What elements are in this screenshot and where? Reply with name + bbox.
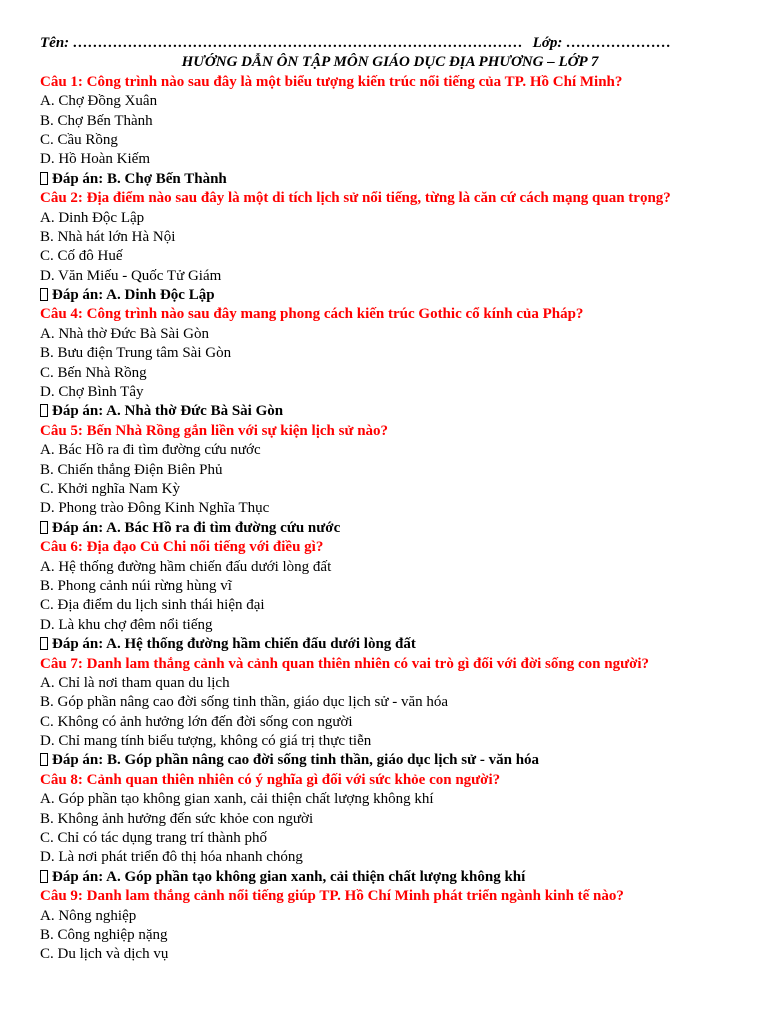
box-glyph-icon xyxy=(40,172,48,185)
answer-line xyxy=(40,519,740,538)
answer-option: C. Không có ảnh hưởng lớn đến đời sống con người xyxy=(40,713,353,730)
answer-option: D. Chỉ mang tính biểu tượng, không có giá trị thực tiễn xyxy=(40,733,372,750)
answer-text: Đáp án: B. Chợ Bến Thành xyxy=(52,170,227,187)
answer-option: D. Văn Miếu - Quốc Tử Giám xyxy=(40,267,222,284)
answer-option: B. Nhà hát lớn Hà Nội xyxy=(40,228,176,245)
page-title: HƯỚNG DẪN ÔN TẬP MÔN GIÁO DỤC ĐỊA PHƯƠNG – LỚP 7 xyxy=(181,54,599,71)
answer-option: D. Chợ Bình Tây xyxy=(40,384,144,401)
answer-option: C. Du lịch và dịch vụ xyxy=(40,946,169,963)
question-text: Câu 9: Danh lam thắng cảnh nổi tiếng giúp TP. Hồ Chí Minh phát triển ngành kinh tế nào? xyxy=(40,888,624,905)
question-text: Câu 7: Danh lam thắng cảnh và cảnh quan thiên nhiên có vai trò gì đối với đời sống con người? xyxy=(40,655,650,672)
answer-option: C. Cố đô Huế xyxy=(40,248,123,265)
class-field: Lớp: ………………… xyxy=(532,35,672,51)
answer-option: C. Cầu Rồng xyxy=(40,131,118,148)
name-field: Tên: ……………………………………………………………………………… xyxy=(40,35,523,51)
answer-option: D. Là nơi phát triển đô thị hóa nhanh chóng xyxy=(40,849,303,866)
answer-line xyxy=(40,170,740,189)
answer-option: A. Góp phần tạo không gian xanh, cải thiện chất lượng không khí xyxy=(40,791,434,808)
answer-line xyxy=(40,751,740,770)
answer-option: B. Công nghiệp nặng xyxy=(40,926,168,943)
box-glyph-icon xyxy=(40,753,48,766)
answer-option: C. Địa điểm du lịch sinh thái hiện đại xyxy=(40,597,265,614)
answer-text: Đáp án: A. Hệ thống đường hầm chiến đấu dưới lòng đất xyxy=(52,636,416,653)
question-text: Câu 6: Địa đạo Củ Chi nổi tiếng với điều gì? xyxy=(40,539,324,556)
answer-option: D. Hồ Hoàn Kiếm xyxy=(40,151,150,168)
box-glyph-icon xyxy=(40,870,48,883)
question-text: Câu 8: Cảnh quan thiên nhiên có ý nghĩa gì đối với sức khỏe con người? xyxy=(40,771,501,788)
answer-option: B. Phong cảnh núi rừng hùng vĩ xyxy=(40,577,232,594)
question-text: Câu 2: Địa điểm nào sau đây là một di tích lịch sử nổi tiếng, từng là căn cứ cách mạng quan trọng? xyxy=(40,190,671,207)
answer-option: B. Không ảnh hưởng đến sức khỏe con người xyxy=(40,810,314,827)
answer-option: D. Phong trào Đông Kinh Nghĩa Thục xyxy=(40,500,270,517)
answer-line xyxy=(40,402,740,421)
question-text: Câu 1: Công trình nào sau đây là một biểu tượng kiến trúc nổi tiếng của TP. Hồ Chí Minh? xyxy=(40,73,623,90)
answer-option: A. Nông nghiệp xyxy=(40,907,137,924)
answer-option: A. Bác Hồ ra đi tìm đường cứu nước xyxy=(40,442,261,459)
question-list xyxy=(40,73,740,965)
answer-option: C. Bến Nhà Rồng xyxy=(40,364,147,381)
box-glyph-icon xyxy=(40,521,48,534)
question-text: Câu 5: Bến Nhà Rồng gắn liền với sự kiện lịch sử nào? xyxy=(40,422,389,439)
box-glyph-icon xyxy=(40,637,48,650)
answer-option: A. Nhà thờ Đức Bà Sài Gòn xyxy=(40,325,209,342)
box-glyph-icon xyxy=(40,288,48,301)
answer-option: B. Bưu điện Trung tâm Sài Gòn xyxy=(40,345,232,362)
document-page xyxy=(40,34,740,965)
answer-text: Đáp án: A. Dinh Độc Lập xyxy=(52,287,215,304)
answer-line xyxy=(40,286,740,305)
answer-option: A. Chỉ là nơi tham quan du lịch xyxy=(40,674,230,691)
answer-option: A. Dinh Độc Lập xyxy=(40,209,145,226)
answer-option: B. Chiến thắng Điện Biên Phủ xyxy=(40,461,223,478)
answer-option: B. Góp phần nâng cao đời sống tinh thần, giáo dục lịch sử - văn hóa xyxy=(40,694,449,711)
answer-text: Đáp án: B. Góp phần nâng cao đời sống tinh thần, giáo dục lịch sử - văn hóa xyxy=(52,752,540,769)
answer-text: Đáp án: A. Bác Hồ ra đi tìm đường cứu nước xyxy=(52,519,341,536)
answer-line xyxy=(40,635,740,654)
answer-option: D. Là khu chợ đêm nổi tiếng xyxy=(40,616,213,633)
answer-option: C. Khởi nghĩa Nam Kỳ xyxy=(40,480,181,497)
answer-option: A. Hệ thống đường hầm chiến đấu dưới lòng đất xyxy=(40,558,332,575)
question-text: Câu 4: Công trình nào sau đây mang phong cách kiến trúc Gothic cổ kính của Pháp? xyxy=(40,306,584,323)
answer-option: C. Chỉ có tác dụng trang trí thành phố xyxy=(40,830,268,847)
answer-text: Đáp án: A. Góp phần tạo không gian xanh, cải thiện chất lượng không khí xyxy=(52,868,526,885)
answer-line xyxy=(40,868,740,887)
answer-option: B. Chợ Bến Thành xyxy=(40,112,153,129)
answer-text: Đáp án: A. Nhà thờ Đức Bà Sài Gòn xyxy=(52,403,284,420)
header-line xyxy=(40,34,740,53)
box-glyph-icon xyxy=(40,404,48,417)
answer-option: A. Chợ Đồng Xuân xyxy=(40,93,158,110)
